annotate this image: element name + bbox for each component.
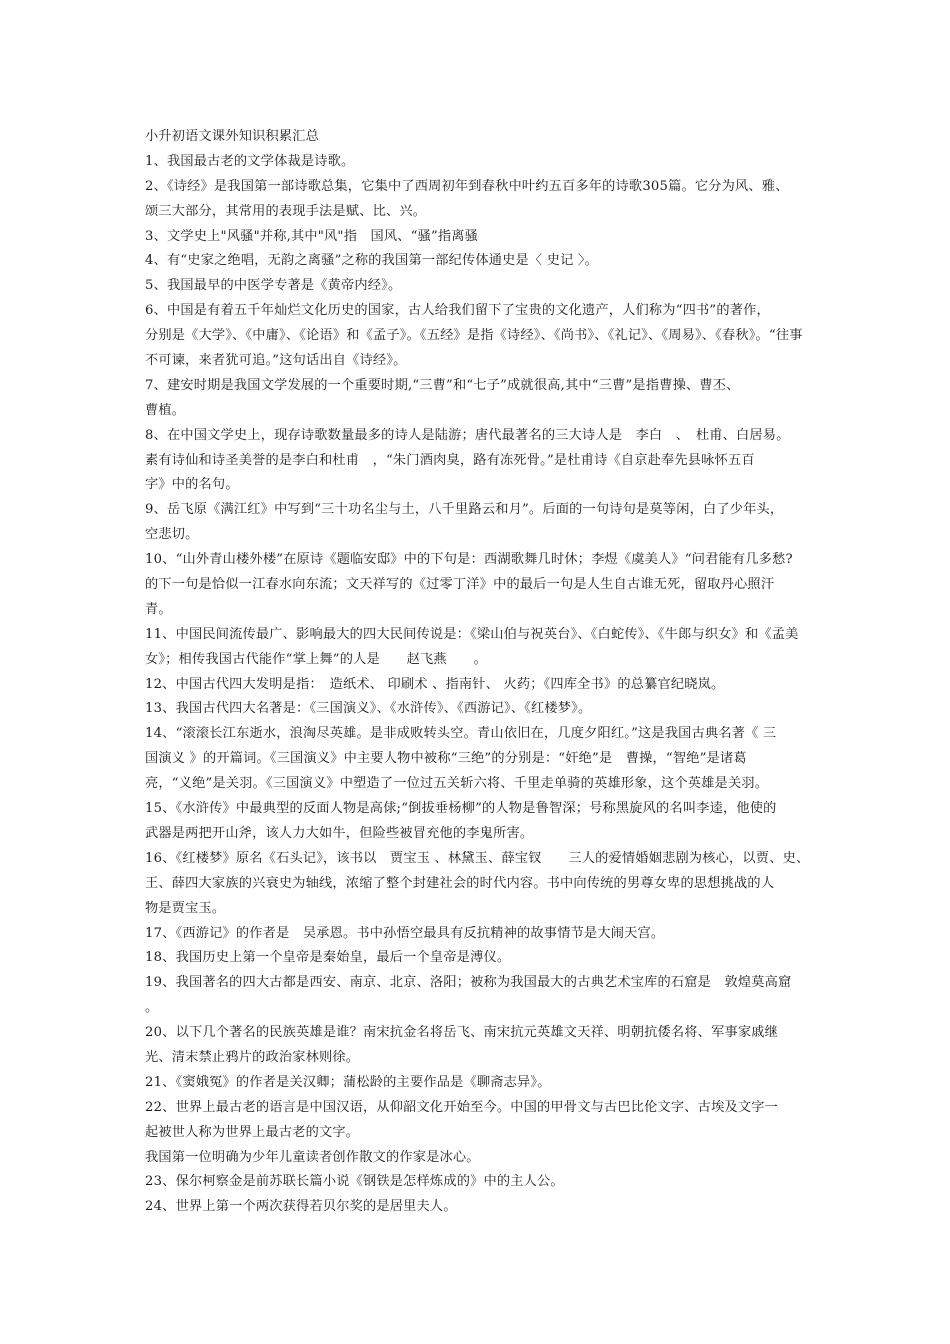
text-line: 10、“山外青山楼外楼”在原诗《题临安邸》中的下句是：西湖歌舞几时休；李煜《虞美人》“问君能有几多愁?	[145, 552, 793, 568]
text-line: 曹植。	[145, 402, 186, 418]
text-line: 素有诗仙和诗圣美誉的是李白和杜甫 ，“朱门酒肉臭，路有冻死骨。”是杜甫诗《自京赴奉先县咏怀五百	[145, 452, 755, 468]
text-line: 13、我国古代四大名著是：《三国演义》、《水浒传》、《西游记》、《红楼梦》。	[145, 701, 592, 717]
text-line: 23、保尔柯察金是前苏联长篇小说《钢铁是怎样炼成的》中的主人公。	[145, 1174, 564, 1190]
text-line: 物是贾宝玉。	[145, 900, 226, 916]
text-line: 9、岳飞原《满江红》中写到“三十功名尘与土，八千里路云和月”。后面的一句诗句是莫等闲，白了少年头，	[145, 502, 784, 518]
text-line: 颂三大部分，其常用的表现手法是赋、比、兴。	[145, 203, 427, 219]
text-line: 19、我国著名的四大古都是西安、南京、北京、洛阳；被称为我国最大的古典艺术宝库的石窟是 敦煌莫高窟	[145, 975, 792, 991]
text-line: 16、《红楼梦》原名《石头记》，该书以 贾宝玉 、林黛玉、薛宝钗 三人的爱情婚姻悲剧为核心，以贾、史、	[145, 850, 810, 866]
text-line: 字》中的名句。	[145, 477, 239, 493]
text-line: 2、《诗经》是我国第一部诗歌总集，它集中了西周初年到春秋中叶约五百多年的诗歌305篇。它分为风、雅、	[145, 178, 789, 194]
text-line: 分别是《大学》、《中庸》、《论语》和《孟子》。《五经》是指《诗经》、《尚书》、《礼记》、《周易》、《春秋》。“往事	[145, 328, 803, 344]
text-line: 6、中国是有着五千年灿烂文化历史的国家，古人给我们留下了宝贵的文化遗产，人们称为“四书”的著作，	[145, 303, 770, 319]
text-line: 22、世界上最古老的语言是中国汉语，从仰韶文化开始至今。中国的甲骨文与古巴比伦文字、古埃及文字一	[145, 1099, 779, 1115]
text-line: 国演义 》的开篇词。《三国演义》中主要人物中被称“三绝”的分别是：“奸绝”是 曹操，“智绝”是诸葛	[145, 751, 747, 767]
text-line: 。	[145, 1000, 159, 1016]
document-body	[145, 150, 813, 1220]
document-page	[145, 125, 813, 1220]
text-line: 王、薛四大家族的兴衰史为轴线，浓缩了整个封建社会的时代内容。书中向传统的男尊女卑的思想挑战的人	[145, 875, 775, 891]
text-line: 亮，“义绝”是关羽。《三国演义》中塑造了一位过五关斩六将、千里走单骑的英雄形象，这个英雄是关羽。	[145, 776, 769, 792]
text-line: 18、我国历史上第一个皇帝是秦始皇，最后一个皇帝是溥仪。	[145, 950, 511, 966]
text-line: 光、清末禁止鸦片的政治家林则徐。	[145, 1049, 360, 1065]
text-line: 14、“滚滚长江东逝水，浪淘尽英雄。是非成败转头空。青山依旧在，几度夕阳红。”这是我国古典名著《 三	[145, 726, 777, 742]
text-line: 女》；相传我国古代能作“掌上舞”的人是 赵飞燕 。	[145, 651, 487, 667]
text-line: 24、世界上第一个两次获得若贝尔奖的是居里夫人。	[145, 1199, 457, 1215]
text-line: 青。	[145, 601, 172, 617]
text-line: 12、中国古代四大发明是指： 造纸术、 印刷术 、指南针、 火药；《四库全书》的总纂官纪晓岚。	[145, 676, 725, 692]
text-line: 3、文学史上"风骚"并称,其中"风"指 国风、“骚”指离骚	[145, 228, 479, 244]
text-line: 5、我国最早的中医学专著是《黄帝内经》。	[145, 278, 402, 294]
text-line: 起被世人称为世界上最古老的文字。	[145, 1124, 360, 1140]
text-line: 15、《水浒传》中最典型的反面人物是高俅;“倒拔垂杨柳”的人物是鲁智深；号称黑旋风的名叫李逵，他使的	[145, 801, 777, 817]
text-line: 4、有“史家之绝唱，无韵之离骚”之称的我国第一部纪传体通史是〈 史记 〉。	[145, 253, 599, 269]
text-line: 11、中国民间流传最广、影响最大的四大民间传说是：《梁山伯与祝英台》、《白蛇传》、《牛郎与织女》和《孟美	[145, 626, 799, 642]
text-line: 8、在中国文学史上，现存诗歌数量最多的诗人是陆游；唐代最著名的三大诗人是 李白 、 杜甫、白居易。	[145, 427, 790, 443]
text-line: 21、《窦娥冤》的作者是关汉卿；蒲松龄的主要作品是《聊斋志异》。	[145, 1074, 551, 1090]
document-title: 小升初语文课外知识积累汇总	[145, 129, 320, 144]
text-line: 武器是两把开山斧，该人力大如牛，但险些被冒充他的李鬼所害。	[145, 825, 534, 841]
text-line: 1、我国最古老的文学体裁是诗歌。	[145, 153, 355, 169]
text-line: 7、建安时期是我国文学发展的一个重要时期,“三曹”和“七子”成就很高,其中“三曹”是指曹操、曹丕、	[145, 377, 740, 393]
text-line: 的下一句是恰似一江春水向东流；文天祥写的《过零丁洋》中的最后一句是人生自古谁无死，留取丹心照汗	[145, 577, 775, 593]
text-line: 不可谏，来者犹可追。”这句话出自《诗经》。	[145, 353, 407, 369]
text-line: 空悲切。	[145, 527, 199, 543]
text-line: 我国第一位明确为少年儿童读者创作散文的作家是冰心。	[145, 1149, 480, 1165]
text-line: 17、《西游记》的作者是 吴承恩。书中孙悟空最具有反抗精神的故事情节是大闹天宫。	[145, 925, 665, 941]
text-line: 20、以下几个著名的民族英雄是谁？南宋抗金名将岳飞、南宋抗元英雄文天祥、明朝抗倭名将、军事家戚继	[145, 1025, 779, 1041]
